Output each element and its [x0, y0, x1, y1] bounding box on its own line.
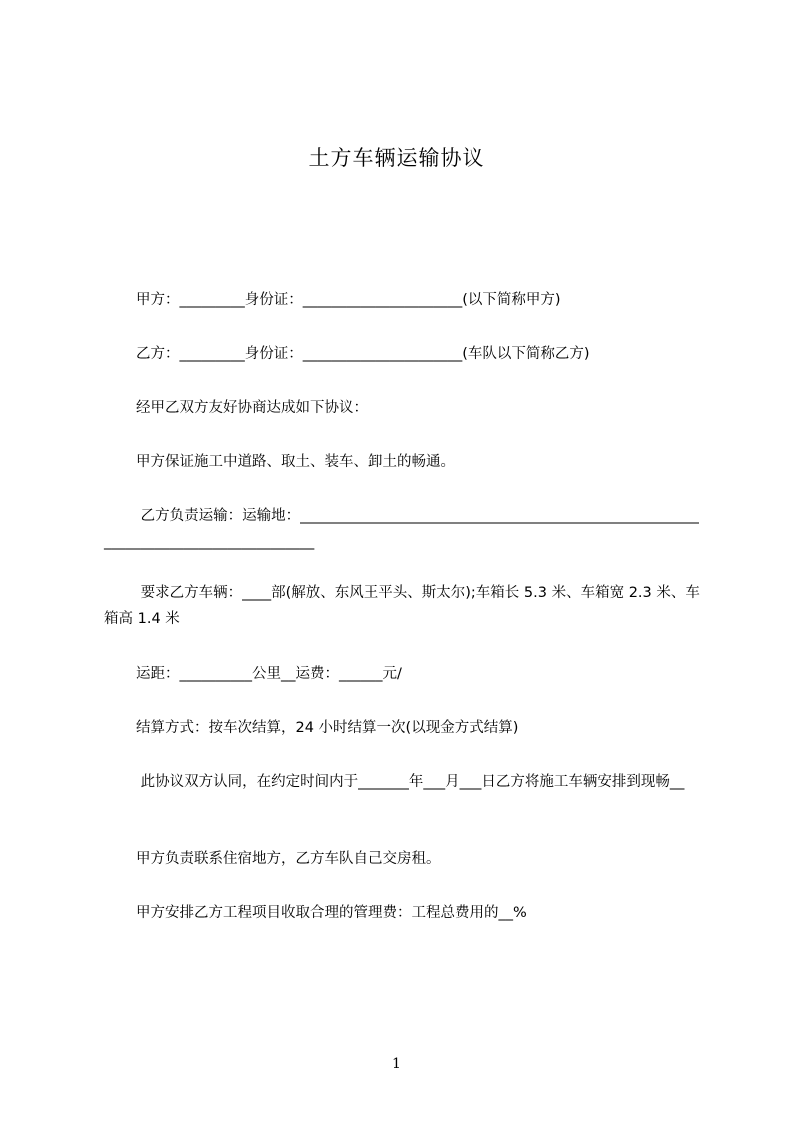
clause-distance-fee-text: 运距：__________公里__运费：______元/ [136, 666, 402, 682]
clause-transport-location [104, 503, 704, 555]
document-title: 土方车辆运输协议 [308, 146, 485, 170]
clause-distance-fee [104, 661, 704, 687]
clause-road-access [104, 449, 704, 475]
party-a-line [104, 287, 704, 313]
party-b-text: 乙方：_________身份证：______________________(车队以下简称乙方) [136, 346, 590, 362]
clause-accommodation-text: 甲方负责联系住宿地方，乙方车队自己交房租。 [136, 851, 441, 867]
clause-settlement-text: 结算方式：按车次结算，24 小时结算一次(以现金方式结算) [136, 720, 519, 736]
page-number: 1 [392, 1056, 401, 1072]
clause-management-fee-text: 甲方安排乙方工程项目收取合理的管理费：工程总费用的__% [136, 905, 527, 921]
clause-vehicle-requirements [104, 580, 704, 632]
clause-vehicle-schedule [104, 769, 704, 795]
clause-vehicle-schedule-text: 此协议双方认同，在约定时间内于_______年___月___日乙方将施工车辆安排到现畅__ [136, 774, 685, 790]
party-b-line [104, 341, 704, 367]
clause-management-fee [104, 900, 704, 926]
agreement-intro [104, 395, 704, 421]
clause-transport-location-text: 乙方负责运输：运输地：____________________________________________________________________________________ [104, 508, 699, 550]
clause-accommodation [104, 846, 704, 872]
clause-settlement [104, 715, 704, 741]
agreement-intro-text: 经甲乙双方友好协商达成如下协议： [136, 400, 368, 416]
clause-vehicle-requirements-text: 要求乙方车辆：____部(解放、东风王平头、斯太尔);车箱长 5.3 米、车箱宽 2.3 米、车箱高 1.4 米 [104, 585, 700, 627]
clause-road-access-text: 甲方保证施工中道路、取土、装车、卸土的畅通。 [136, 454, 455, 470]
party-a-text: 甲方：_________身份证：______________________(以下简称甲方) [136, 292, 561, 308]
